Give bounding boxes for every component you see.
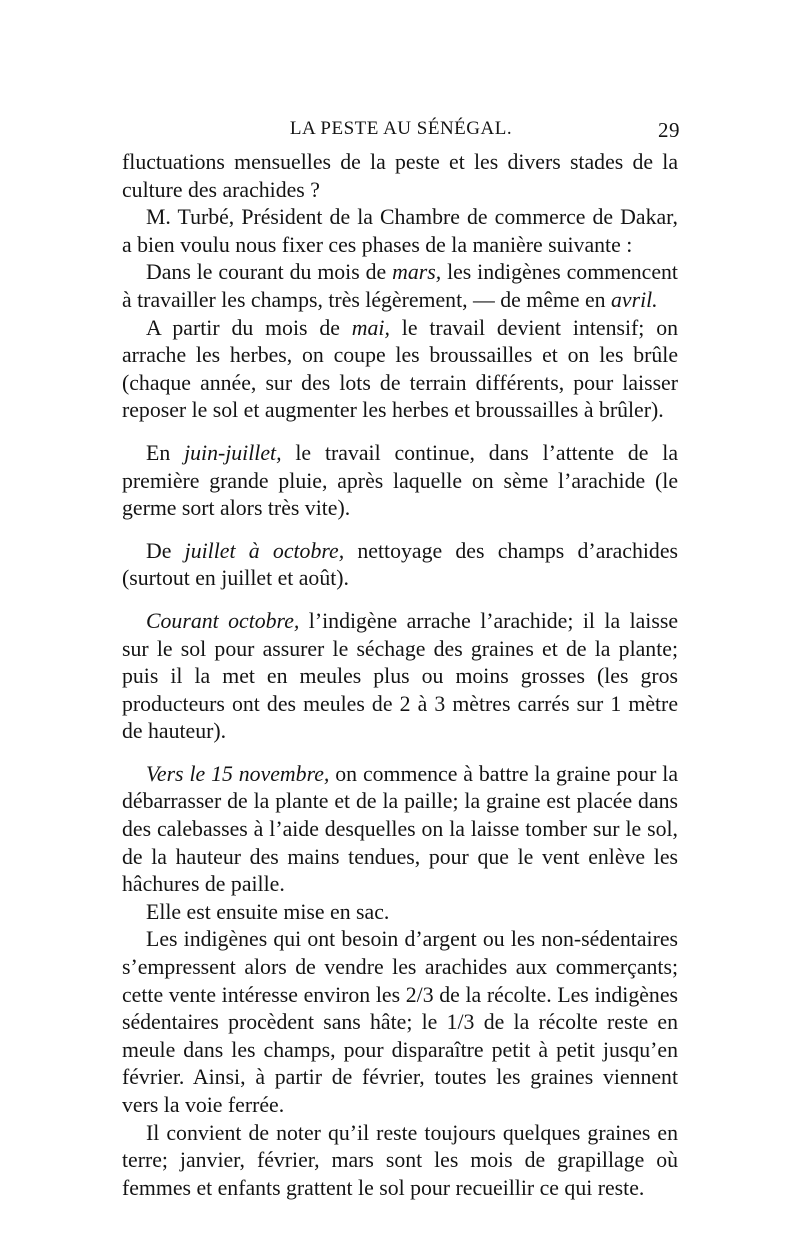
paragraph-turbe: M. Turbé, Président de la Chambre de commerce de Dakar, a bien voulu nous fixer ces phases de la manière suivante : [122, 205, 678, 257]
paragraph-octobre: Courant octobre, l’indigène arrache l’arachide; il la laisse sur le sol pour assurer le séchage des graines et de la plante; puis il la met en meules plus ou moins grosses (les gros producteurs ont des meules de 2 à 3 mètres carrés sur 1 mètre de hauteur). [122, 608, 678, 744]
month-avril: avril. [611, 287, 658, 312]
page-header [122, 118, 680, 148]
paragraph-commercants: Les indigènes qui ont besoin d’argent ou les non-sédentaires s’empressent alors de vendre les arachides aux commerçants; cette vente intéresse environ les 2/3 de la récolte. Les indigènes sédentaires procèdent sans hâte; le 1/3 de la récolte reste en meule dans les champs, pour disparaître petit à petit jusqu’en février. Ainsi, à partir de février, toutes les graines viennent vers la voie ferrée. [122, 927, 678, 1117]
paragraph-grapillage: Il convient de noter qu’il reste toujours quelques graines en terre; janvier, février, mars sont les mois de grapillage où femmes et enfants grattent le sol pour recueillir ce qui reste. [122, 1120, 678, 1200]
month-octobre: Courant octobre, [146, 608, 300, 633]
paragraph-juin-juillet: En juin-juillet, le travail continue, dans l’attente de la première grande pluie, après laquelle on sème l’arachide (le germe sort alors très vite). [122, 440, 678, 521]
paragraph-mars-avril: Dans le courant du mois de mars, les indigènes commencent à travailler les champs, très légèrement, — de même en avril. [122, 260, 678, 312]
month-juin-juillet: juin-juillet, [184, 440, 282, 465]
paragraph-continuation: fluctuations mensuelles de la peste et les divers stades de la culture des arachides ? [122, 150, 678, 202]
month-juillet-octobre: juillet à octobre, [184, 538, 345, 563]
running-title: LA PESTE AU SÉNÉGAL. [289, 118, 513, 139]
paragraph-juillet-octobre: De juillet à octobre, nettoyage des champs d’arachides (surtout en juillet et août). [122, 538, 678, 591]
body-text [122, 149, 678, 1202]
paragraph-mai: A partir du mois de mai, le travail devient intensif; on arrache les herbes, on coupe les broussailles et on les brûle (chaque année, sur des lots de terrain différents, pour laisser reposer le sol et augmenter les herbes et broussailles à brûler). [122, 315, 678, 423]
month-mai: mai, [351, 315, 390, 340]
page-number: 29 [658, 118, 680, 142]
month-mars: mars, [392, 260, 442, 285]
paragraph-novembre: Vers le 15 novembre, on commence à battre la graine pour la débarrasser de la plante et de la paille; la graine est placée dans des calebasses à l’aide desquelles on la laisse tomber sur le sol, de la hauteur des mains tendues, pour que le vent enlève les hâchures de paille. [122, 761, 678, 897]
paragraph-sac: Elle est ensuite mise en sac. [146, 899, 390, 924]
month-novembre: Vers le 15 novembre, [146, 761, 330, 786]
